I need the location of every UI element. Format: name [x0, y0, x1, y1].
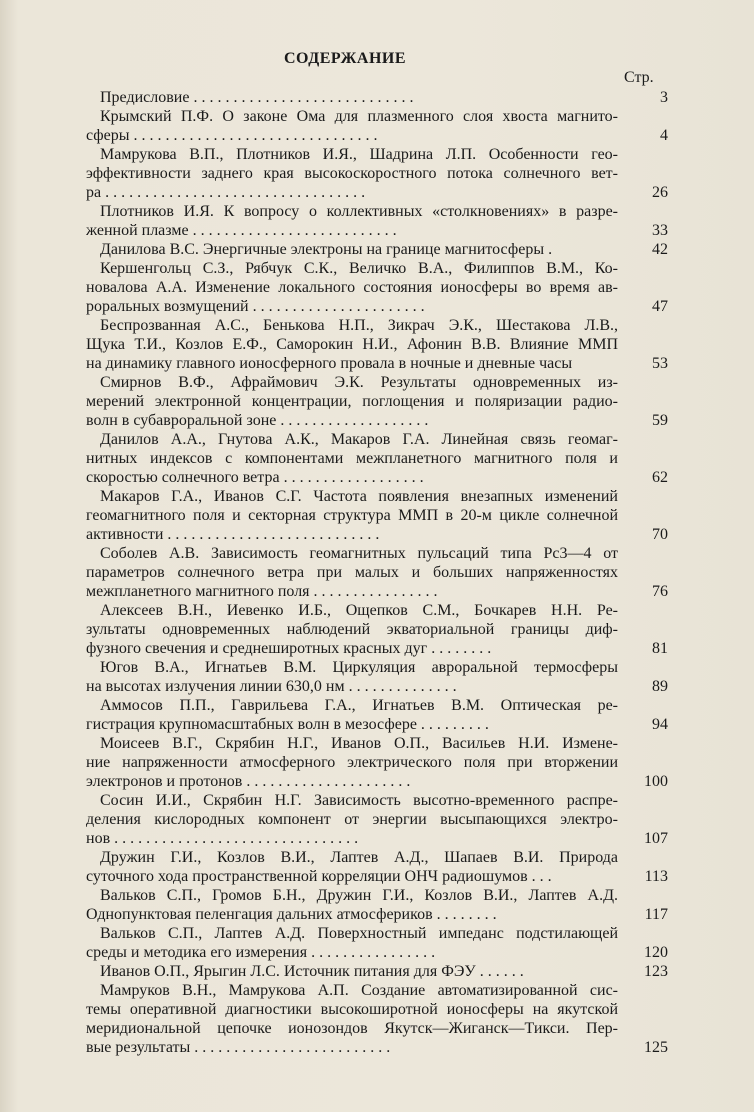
toc-entry-line: на высотах излучения линии 630,0 нм . . . . . . . . . . . . . . — [86, 678, 457, 695]
toc-entry-line: активности . . . . . . . . . . . . . . . . . . . . . . . . . . . — [86, 526, 380, 543]
toc-entry-line: фузного свечения и среднеширотных красных дуг . . . . . . . . — [86, 640, 492, 657]
toc-entry-line: Мамрукова В.П., Плотников И.Я., Шадрина Л.П. Особенности гео- — [100, 146, 618, 163]
toc-entry-line: вые результаты . . . . . . . . . . . . . . . . . . . . . . . . . — [86, 1039, 391, 1056]
toc-entry-line: Данилов А.А., Гнутова А.К., Макаров Г.А. Линейная связь геомаг- — [100, 431, 618, 448]
toc-entry-line: Мамруков В.Н., Мамрукова А.П. Создание автоматизированной сис- — [100, 982, 618, 999]
toc-entry-line: нитных индексов с компонентами межпланетного магнитного поля и — [86, 450, 618, 467]
toc-page-number: 76 — [652, 583, 668, 600]
toc-page-number: 117 — [644, 906, 668, 923]
toc-page-number: 53 — [652, 355, 668, 372]
toc-entry — [86, 88, 668, 107]
toc-entry — [86, 544, 668, 601]
toc-entry-line: Крымский П.Ф. О законе Ома для плазменного слоя хвоста магнито- — [100, 108, 618, 125]
toc-page-number: 70 — [652, 526, 668, 543]
toc-entry — [86, 145, 668, 202]
toc-entry-line: Плотников И.Я. К вопросу о коллективных «столкновениях» в разре- — [100, 203, 618, 220]
toc-entry-line: электронов и протонов . . . . . . . . . . . . . . . . . . . . . — [86, 773, 411, 790]
toc-entry-line: деления кислородных компонент от энергии высыпающихся электро- — [86, 811, 618, 828]
toc-entry-line: скоростью солнечного ветра . . . . . . . . . . . . . . . . . . — [86, 469, 424, 486]
toc-entry-line: Щука Т.И., Козлов Е.Ф., Саморокин Н.И., Афонин В.В. Влияние ММП — [86, 336, 618, 353]
toc-page-number: 89 — [652, 678, 668, 695]
toc-entry — [86, 886, 668, 924]
toc-entry — [86, 658, 668, 696]
toc-page-number: 4 — [660, 127, 668, 144]
toc-entry-line: Моисеев В.Г., Скрябин Н.Г., Иванов О.П., Васильев Н.И. Измене- — [100, 735, 618, 752]
toc-entry — [86, 696, 668, 734]
toc-page-number: 125 — [644, 1039, 668, 1056]
toc-entry-line: ние напряженности атмосферного электрического поля при вторжении — [86, 754, 618, 771]
toc-entry-line: Вальков С.П., Громов Б.Н., Дружин Г.И., Козлов В.И., Лаптев А.Д. — [100, 887, 618, 904]
toc-page-number: 42 — [652, 241, 668, 258]
toc-entry — [86, 107, 668, 145]
table-of-contents — [86, 88, 668, 1057]
toc-entry — [86, 487, 668, 544]
toc-page-number: 113 — [644, 868, 668, 885]
toc-page-number: 33 — [652, 222, 668, 239]
toc-entry-line: Алексеев В.Н., Иевенко И.Б., Ощепков С.М., Бочкарев Н.Н. Ре- — [100, 602, 618, 619]
toc-entry-line: на динамику главного ионосферного провала в ночные и дневные часы — [86, 355, 573, 372]
toc-entry — [86, 373, 668, 430]
toc-page-number: 94 — [652, 716, 668, 733]
page-column-header: Стр. — [624, 69, 654, 86]
toc-entry-line: темы оперативной диагностики высокоширотной ионосферы на якутской — [86, 1001, 618, 1018]
toc-entry-line: волн в субавроральной зоне . . . . . . . . . . . . . . . . . . . — [86, 412, 429, 429]
toc-entry-line: гистрация крупномасштабных волн в мезосфере . . . . . . . . . — [86, 716, 489, 733]
toc-page-number: 47 — [652, 298, 668, 315]
toc-page-number: 107 — [644, 830, 668, 847]
toc-entry — [86, 259, 668, 316]
toc-entry-line: мерений электронной концентрации, поглощения и поляризации радио- — [86, 393, 618, 410]
toc-entry-line: Иванов О.П., Ярыгин Л.С. Источник питания для ФЭУ . . . . . . — [100, 963, 524, 980]
toc-page-number: 59 — [652, 412, 668, 429]
toc-page-number: 120 — [644, 944, 668, 961]
toc-entry — [86, 734, 668, 791]
toc-entry-line: среды и методика его измерения . . . . . . . . . . . . . . . . — [86, 944, 436, 961]
toc-entry-line: эффективности заднего края высокоскоростного потока солнечного вет- — [86, 165, 618, 182]
toc-entry-line: ра . . . . . . . . . . . . . . . . . . . . . . . . . . . . . . . . . — [86, 184, 366, 201]
toc-page-number: 81 — [652, 640, 668, 657]
toc-page-number: 62 — [652, 469, 668, 486]
toc-entry-line: нов . . . . . . . . . . . . . . . . . . . . . . . . . . . . . . . — [86, 830, 359, 847]
toc-entry-line: Дружин Г.И., Козлов В.И., Лаптев А.Д., Шапаев В.И. Природа — [100, 849, 618, 866]
toc-entry-line: Данилова В.С. Энергичные электроны на границе магнитосферы . — [100, 241, 553, 258]
toc-entry-line: Вальков С.П., Лаптев А.Д. Поверхностный импеданс подстилающей — [100, 925, 618, 942]
toc-entry — [86, 924, 668, 962]
toc-entry-line: межпланетного магнитного поля . . . . . . . . . . . . . . . . — [86, 583, 438, 600]
toc-entry-line: новалова А.А. Изменение локального состояния ионосферы во время ав- — [86, 279, 618, 296]
toc-entry — [86, 791, 668, 848]
toc-entry-line: суточного хода пространственной корреляции ОНЧ радиошумов . . . — [86, 868, 552, 885]
toc-entry-line: Беспрозванная А.С., Бенькова Н.П., Зикрач Э.К., Шестакова Л.В., — [100, 317, 618, 334]
toc-page-number: 26 — [652, 184, 668, 201]
toc-entry-line: зультаты одновременных наблюдений экваториальной границы диф- — [86, 621, 618, 638]
toc-entry-line: сферы . . . . . . . . . . . . . . . . . . . . . . . . . . . . . . . — [86, 127, 378, 144]
toc-entry — [86, 848, 668, 886]
toc-page-number: 123 — [644, 963, 668, 980]
toc-entry — [86, 430, 668, 487]
toc-entry-line: Предисловие . . . . . . . . . . . . . . . . . . . . . . . . . . . . — [100, 89, 414, 106]
toc-entry-line: Сосин И.И., Скрябин Н.Г. Зависимость высотно-временного распре- — [100, 792, 618, 809]
toc-entry-line: геомагнитного поля и секторная структура ММП в 20-м цикле солнечной — [86, 507, 618, 524]
toc-entry-line: параметров солнечного ветра при малых и больших напряженностях — [86, 564, 618, 581]
toc-entry-line: женной плазме . . . . . . . . . . . . . . . . . . . . . . . . . . — [86, 222, 397, 239]
toc-entry — [86, 962, 668, 981]
toc-entry-line: Макаров Г.А., Иванов С.Г. Частота появления внезапных изменений — [100, 488, 618, 505]
toc-entry — [86, 601, 668, 658]
page-title: СОДЕРЖАНИЕ — [283, 50, 407, 67]
toc-entry — [86, 202, 668, 240]
toc-entry-line: Смирнов В.Ф., Афраймович Э.К. Результаты одновременных из- — [100, 374, 618, 391]
toc-entry-line: Кершенгольц С.З., Рябчук С.К., Величко В.А., Филиппов В.М., Ко- — [100, 260, 618, 277]
toc-entry-line: Югов В.А., Игнатьев В.М. Циркуляция авроральной термосферы — [100, 659, 618, 676]
toc-entry-line: Соболев А.В. Зависимость геомагнитных пульсаций типа Рс3—4 от — [100, 545, 618, 562]
toc-entry — [86, 316, 668, 373]
toc-entry-line: роральных возмущений . . . . . . . . . . . . . . . . . . . . . . — [86, 298, 425, 315]
toc-entry — [86, 240, 668, 259]
toc-entry-line: меридиональной цепочке ионозондов Якутск—Жиганск—Тикси. Пер- — [86, 1020, 618, 1037]
toc-page-number: 100 — [644, 773, 668, 790]
toc-entry-line: Однопунктовая пеленгация дальних атмосфериков . . . . . . . . — [86, 906, 497, 923]
toc-entry — [86, 981, 668, 1057]
toc-page-number: 3 — [660, 89, 668, 106]
toc-entry-line: Аммосов П.П., Гаврильева Г.А., Игнатьев В.М. Оптическая ре- — [100, 697, 618, 714]
